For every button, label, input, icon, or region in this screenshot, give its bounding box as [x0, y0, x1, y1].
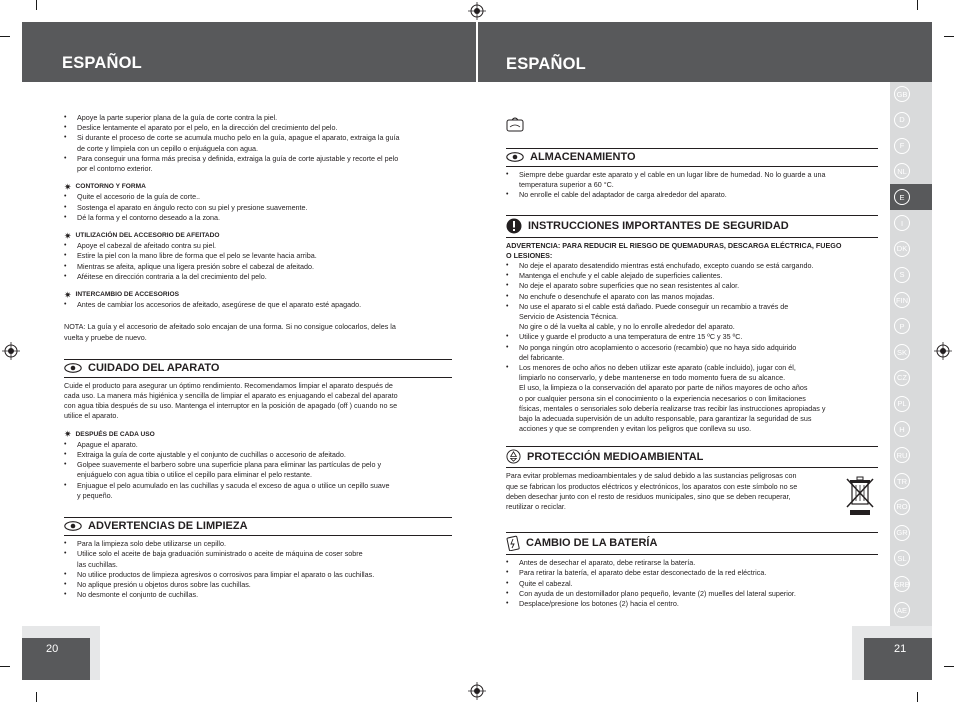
list-item: • No use el aparato si el cable está dañado. Puede conseguir un recambio a través de: [506, 302, 878, 312]
language-tab-tr[interactable]: TR: [894, 473, 910, 489]
list-item: físicas, mentales o sensoriales solo debería realizarse tras recibir las instrucciones apropiadas y: [519, 403, 826, 413]
list-item: del fabricante.: [519, 352, 565, 362]
language-tab-sl[interactable]: SL: [894, 550, 910, 566]
bateria-section-header: [506, 532, 878, 555]
almacenamiento-title: ALMACENAMIENTO: [530, 151, 636, 163]
contorno-heading: ✷ CONTORNO Y FORMA: [64, 181, 146, 192]
right-footer: [852, 626, 932, 680]
seguridad-list: [506, 261, 878, 434]
right-page-number: 21: [894, 643, 907, 655]
list-item: No gire o dé la vuelta al cable, y no lo enrolle alrededor del aparato.: [519, 322, 735, 332]
registration-mark-icon: [934, 342, 952, 360]
limpieza-title: ADVERTENCIAS DE LIMPIEZA: [88, 520, 248, 533]
language-tab-e[interactable]: E: [894, 189, 910, 205]
list-item: de corte y límpiela con un cepillo o enjuáguela con agua.: [77, 143, 259, 153]
left-page-title: ESPAÑOL: [62, 54, 142, 72]
cuidado-section-header: [64, 359, 452, 378]
language-tab-sk[interactable]: SK: [894, 344, 910, 360]
list-item: • No ponga ningún otro acoplamiento o accesorio (recambio) que no haya sido adquirido: [506, 343, 878, 353]
seguridad-warning: ADVERTENCIA: PARA REDUCIR EL RIESGO DE QUEMADURAS, DESCARGA ELÉCTRICA, FUEGO O LESIONES:: [506, 240, 842, 260]
list-item: • Mantenga el enchufe y el cable alejado de superficies calientes.: [506, 271, 878, 281]
language-tab-d[interactable]: D: [894, 112, 910, 128]
registration-mark-icon: [468, 682, 486, 700]
eye-icon: [506, 152, 524, 162]
list-item: • No enchufe o desenchufe el aparato con las manos mojadas.: [506, 292, 878, 302]
list-item: • No enrolle el cable del adaptador de carga alrededor del aparato.: [506, 190, 878, 200]
list-item: por el contorno exterior.: [77, 164, 153, 174]
left-footer: [22, 626, 100, 680]
list-item: limpiarlo no conservarlo, y debe mantenerse en todo momento fuera de su alcance.: [519, 373, 786, 383]
crop-mark: [917, 0, 918, 10]
left-page-content: [64, 113, 452, 600]
language-tab-cz[interactable]: CZ: [894, 370, 910, 386]
list-item: • Con ayuda de un destornillador plano pequeño, levante (2) muelles del lateral superior.: [506, 589, 878, 599]
list-item: • Estire la piel con la mano libre de forma que el pelo se levante hacia arriba.: [64, 251, 452, 261]
crop-mark: [944, 666, 954, 667]
language-tab-ru[interactable]: RU: [894, 447, 910, 463]
list-item: • Apague el aparato.: [64, 440, 452, 450]
list-item: • No aplique presión u objetos duros sobre las cuchillas.: [64, 580, 452, 590]
warning-icon: [506, 218, 522, 234]
cuidado-title: CUIDADO DEL APARATO: [88, 361, 220, 374]
list-item: • Apoye la parte superior plana de la guía de corte contra la piel.: [64, 113, 452, 123]
almacenamiento-section-header: [506, 148, 878, 167]
language-tab-i[interactable]: I: [894, 215, 910, 231]
list-item: acciones y que se comprenden y evitan los peligros que conlleva su uso.: [519, 424, 752, 434]
despues-list: [64, 440, 452, 501]
list-item: temperatura superior a 60 °C.: [519, 180, 614, 190]
language-tab-gr[interactable]: GR: [894, 525, 910, 541]
list-item: enjuáguelo con agua tibia o utilice el cepillo para eliminar el pelo restante.: [77, 470, 312, 480]
list-item: • Golpee suavemente el barbero sobre una superficie plana para eliminar las partículas de pelo y: [64, 460, 452, 470]
seguridad-title: INSTRUCCIONES IMPORTANTES DE SEGURIDAD: [528, 219, 789, 232]
crop-mark: [944, 36, 954, 37]
list-item: • Utilice solo el aceite de baja graduación suministrado o aceite de máquina de coser sobre: [64, 549, 452, 559]
intro-list: [64, 113, 452, 174]
list-item: • Si durante el proceso de corte se acumula mucho pelo en la guía, apague el aparato, extraiga la guía: [64, 133, 452, 143]
language-tab-ro[interactable]: RO: [894, 499, 910, 515]
intercambio-heading: ✷ INTERCAMBIO DE ACCESORIOS: [64, 289, 179, 300]
list-item: • Utilice y guarde el producto a una temperatura de entre 15 ºC y 35 ºC.: [506, 332, 878, 342]
language-tab-srb[interactable]: SRB: [894, 576, 910, 592]
note: NOTA: La guía y el accesorio de afeitado solo encajan de una forma. Si no consigue colocarlos, deles la vuelta y pruebe de nuevo.: [64, 322, 396, 342]
cuidado-body: Cuide el producto para asegurar un óptimo rendimiento. Recomendamos limpiar el aparato después de cada uso. La manera más higiénica y sencilla de limpiar el aparato es enjuagando el cabezal del aparato con agua tibia después de su uso. Mantenga el interruptor en la posición de apagado (off ) cuando no se utilice el aparato.: [64, 380, 398, 421]
list-item: • Deslice lentamente el aparato por el pelo, en la dirección del crecimiento del pelo.: [64, 123, 452, 133]
list-item: • No utilice productos de limpieza agresivos o corrosivos para limpiar el aparato o las cuchillas.: [64, 570, 452, 580]
list-item: • Extraiga la guía de corte ajustable y el conjunto de cuchillas o accesorio de afeitado.: [64, 450, 452, 460]
registration-mark-icon: [468, 2, 486, 20]
bateria-title: CAMBIO DE LA BATERÍA: [526, 537, 658, 550]
bateria-list: [506, 558, 878, 609]
list-item: • Apoye el cabezal de afeitado contra su piel.: [64, 241, 452, 251]
list-item: • Enjuague el pelo acumulado en las cuchillas y sacuda el exceso de agua o utilice un cepillo suave: [64, 481, 452, 491]
list-item: o por cualquier persona sin el conocimiento o la experiencia necesarios o con limitaciones: [519, 393, 806, 403]
contorno-list: [64, 192, 452, 223]
right-header-band: [478, 22, 932, 82]
almacenamiento-list: [506, 170, 878, 201]
list-item: las cuchillas.: [77, 559, 118, 569]
list-item: • No deje el aparato sobre superficies que no sean resistentes al calor.: [506, 281, 878, 291]
language-tab-p[interactable]: P: [894, 318, 910, 334]
right-page-number-box: [864, 638, 932, 680]
list-item: • Antes de cambiar los accesorios de afeitado, asegúrese de que el aparato esté apagado.: [64, 300, 452, 310]
storage-bag-icon: [506, 116, 524, 132]
limpieza-section-header: [64, 517, 452, 536]
recycle-icon: [506, 449, 521, 464]
eye-icon: [64, 521, 82, 531]
eye-icon: [64, 363, 82, 373]
proteccion-title: PROTECCIÓN MEDIOAMBIENTAL: [527, 450, 704, 463]
list-item: • Quite el cabezal.: [506, 579, 878, 589]
right-page-content: [506, 113, 878, 609]
language-tab-f[interactable]: F: [894, 138, 910, 154]
language-tab-nl[interactable]: NL: [894, 163, 910, 179]
list-item: • Desplace/presione los botones (2) hacia el centro.: [506, 599, 878, 609]
sparkle-icon: ✷: [64, 429, 72, 440]
sparkle-icon: ✷: [64, 289, 72, 300]
limpieza-list: [64, 539, 452, 600]
seguridad-section-header: [506, 215, 878, 238]
list-item: • No desmonte el conjunto de cuchillas.: [64, 590, 452, 600]
left-header-band: [22, 22, 476, 82]
proteccion-section-header: [506, 446, 878, 468]
despues-heading: ✷ DESPUÉS DE CADA USO: [64, 429, 155, 440]
list-item: • Para la limpieza solo debe utilizarse un cepillo.: [64, 539, 452, 549]
list-item: • Aféitese en dirección contraria a la del crecimiento del pelo.: [64, 272, 452, 282]
list-item: • Quite el accesorio de la guía de corte..: [64, 192, 452, 202]
language-sidebar: [890, 82, 932, 626]
language-tab-s[interactable]: S: [894, 267, 910, 283]
crop-mark: [36, 0, 37, 10]
list-item: • Para retirar la batería, el aparato debe estar desconectado de la red eléctrica.: [506, 568, 878, 578]
crop-mark: [36, 692, 37, 702]
crop-mark: [917, 692, 918, 702]
crop-mark: [0, 666, 10, 667]
afeitado-heading: ✷ UTILIZACIÓN DEL ACCESORIO DE AFEITADO: [64, 230, 220, 241]
list-item: • Antes de desechar el aparato, debe retirarse la batería.: [506, 558, 878, 568]
registration-mark-icon: [2, 342, 20, 360]
language-tab-gb[interactable]: GB: [894, 86, 910, 102]
language-tab-dk[interactable]: DK: [894, 241, 910, 257]
battery-icon: [506, 535, 520, 551]
afeitado-list: [64, 241, 452, 282]
language-tab-fin[interactable]: FIN: [894, 292, 910, 308]
list-item: • Para conseguir una forma más precisa y definida, extraiga la guía de corte ajustable y recorte el pelo: [64, 154, 452, 164]
left-page-number-box: [22, 638, 90, 680]
list-item: bajo la adecuada supervisión de un adulto responsable, para garantizar la seguridad de sus: [519, 414, 812, 424]
list-item: • Siempre debe guardar este aparato y el cable en un lugar libre de humedad. No lo guarde a una: [506, 170, 878, 180]
list-item: • Dé la forma y el contorno deseado a la zona.: [64, 213, 452, 223]
list-item: • Sostenga el aparato en ángulo recto con su piel y presione suavemente.: [64, 203, 452, 213]
list-item: Servicio de Asistencia Técnica.: [519, 312, 618, 322]
language-tab-pl[interactable]: PL: [894, 396, 910, 412]
list-item: El uso, la limpieza o la conservación del aparato por parte de niños mayores de ocho años: [519, 383, 808, 393]
intercambio-list: [64, 300, 452, 310]
list-item: • No deje el aparato desatendido mientras está enchufado, excepto cuando se está cargando.: [506, 261, 878, 271]
list-item: y pequeño.: [77, 490, 113, 500]
language-tab-h[interactable]: H: [894, 421, 910, 437]
right-page-title: ESPAÑOL: [506, 55, 586, 73]
list-item: • Mientras se afeita, aplique una ligera presión sobre el cabezal de afeitado.: [64, 262, 452, 272]
language-tab-ae[interactable]: AE: [894, 602, 910, 618]
crossed-bin-icon: [845, 476, 875, 516]
left-page-number: 20: [46, 643, 59, 655]
crop-mark: [0, 36, 10, 37]
sparkle-icon: ✷: [64, 181, 72, 192]
proteccion-body: Para evitar problemas medioambientales y de salud debido a las sustancias peligrosas con que se fabrican los productos eléctricos y electrónicos, los aparatos con este símbolo no se deben desechar junto con el resto de residuos municipales, sino que se deben recuperar, reutilizar o reciclar.: [506, 471, 798, 512]
list-item: • Los menores de ocho años no deben utilizar este aparato (cable incluido), jugar con él,: [506, 363, 878, 373]
sparkle-icon: ✷: [64, 230, 72, 241]
